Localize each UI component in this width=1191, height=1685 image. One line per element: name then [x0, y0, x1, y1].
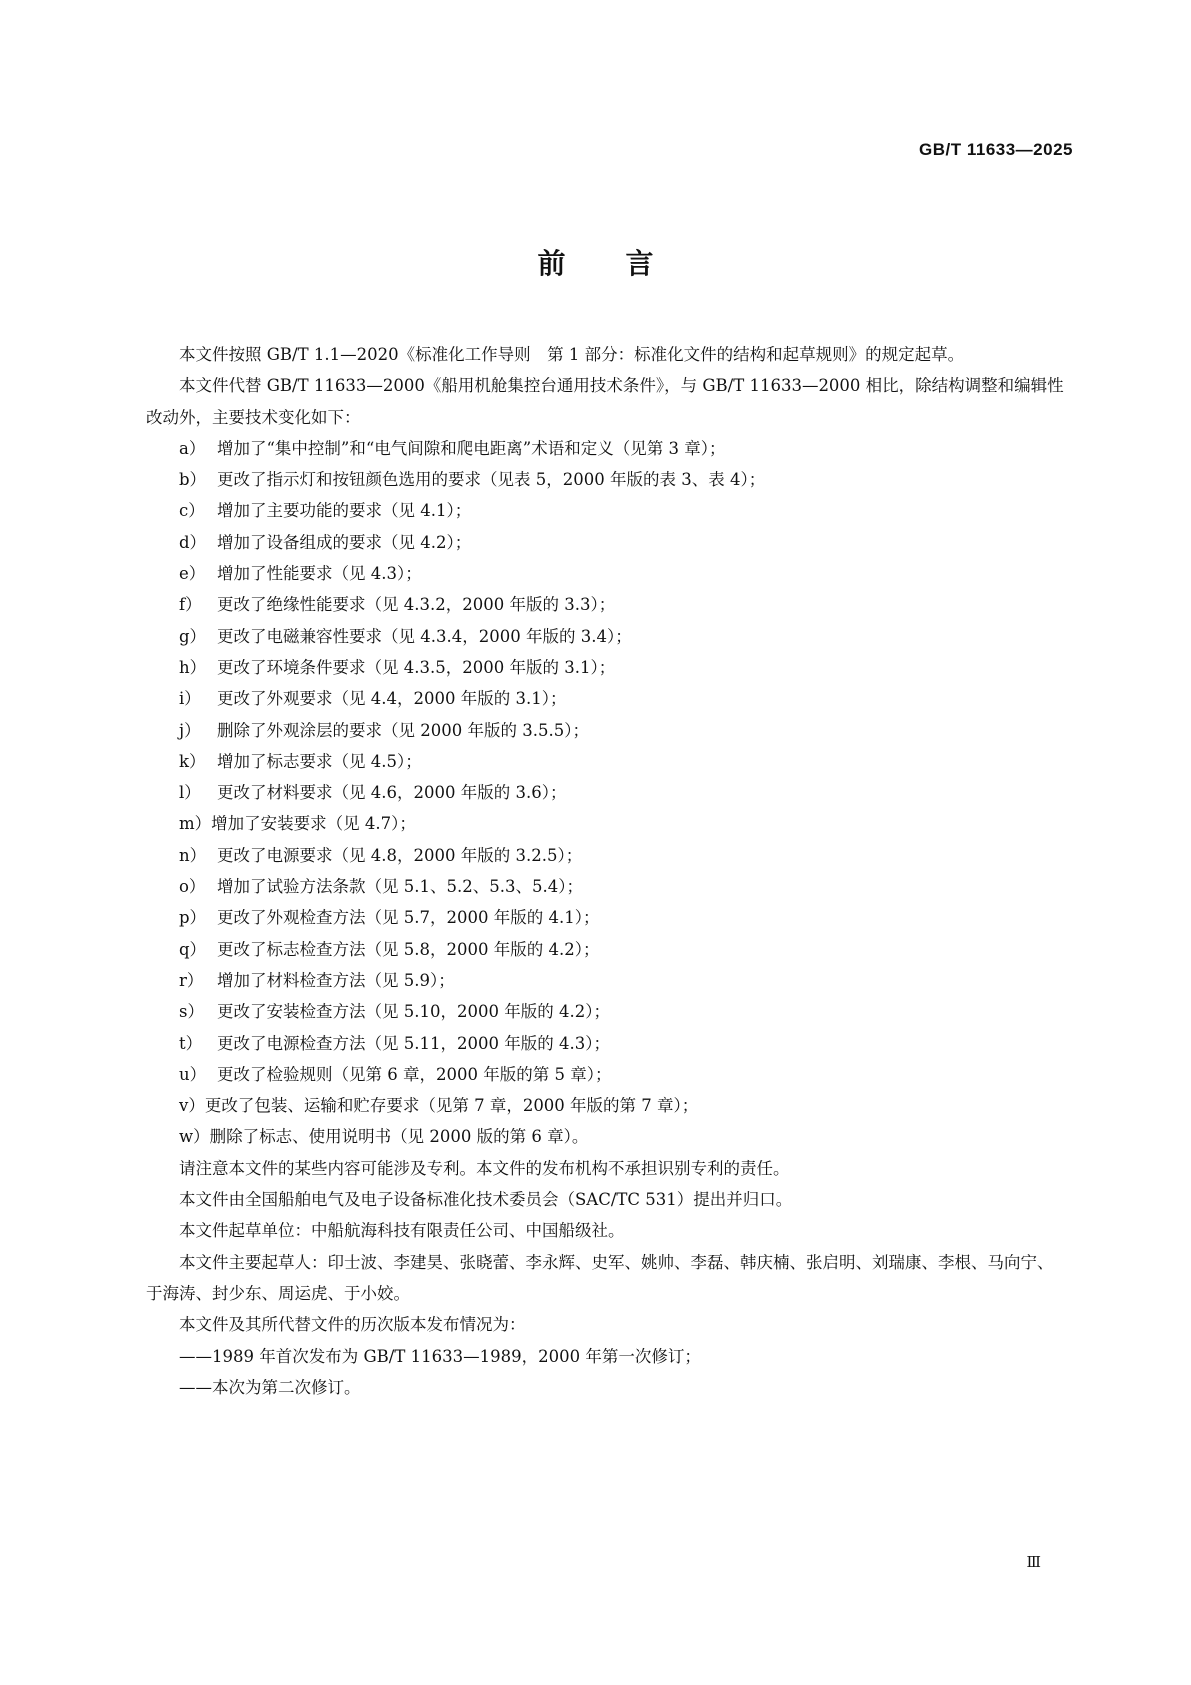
- list-item-text: 增加了设备组成的要求（见 4.2）；: [217, 532, 472, 552]
- list-marker: s）: [179, 1002, 204, 1022]
- paragraph-patent-notice: 请注意本文件的某些内容可能涉及专利。本文件的发布机构不承担识别专利的责任。: [179, 1158, 790, 1178]
- list-item: [146, 871, 1064, 902]
- list-item-text: 增加了性能要求（见 4.3）；: [217, 564, 422, 584]
- list-marker: b）: [179, 470, 207, 490]
- list-marker: i）: [179, 689, 201, 709]
- list-marker: w）: [179, 1127, 210, 1147]
- list-item-text: 更改了绝缘性能要求（见 4.3.2，2000 年版的 3.3）；: [217, 595, 616, 615]
- list-item: [146, 589, 1064, 620]
- list-marker: g）: [179, 626, 207, 646]
- list-marker: k）: [179, 751, 206, 771]
- list-marker: d）: [179, 532, 207, 552]
- list-item-text: 更改了外观要求（见 4.4，2000 年版的 3.1）；: [217, 689, 567, 709]
- list-item: [146, 621, 1064, 652]
- list-item-text: 增加了标志要求（见 4.5）；: [217, 751, 422, 771]
- list-marker: h）: [179, 657, 207, 677]
- list-marker: p）: [179, 908, 207, 928]
- preface-body: [146, 339, 1064, 1403]
- list-item: [146, 1028, 1064, 1059]
- list-item-text: 增加了材料检查方法（见 5.9）；: [217, 970, 455, 990]
- list-item-text: 删除了外观涂层的要求（见 2000 年版的 3.5.5）；: [217, 720, 589, 740]
- list-item-text: 增加了安装要求（见 4.7）；: [211, 814, 416, 834]
- list-item: [146, 433, 1064, 464]
- page-title: 前言: [537, 247, 714, 280]
- list-marker: a）: [179, 438, 206, 458]
- list-item: [146, 777, 1064, 808]
- list-marker: v）: [179, 1096, 205, 1116]
- list-marker: c）: [179, 501, 205, 521]
- list-item: [146, 746, 1064, 777]
- list-item-text: 更改了电源要求（见 4.8，2000 年版的 3.2.5）；: [217, 845, 583, 865]
- paragraph-drafting-units: 本文件起草单位：中船航海科技有限责任公司、中国船级社。: [179, 1221, 625, 1241]
- paragraph-drafters: 本文件主要起草人：印士波、李建昊、张晓蕾、李永辉、史军、姚帅、李磊、韩庆楠、张启明、刘瑞康、李根、马向宁、于海涛、封少东、周运虎、于小姣。: [146, 1252, 1054, 1303]
- paragraph-history-intro: 本文件及其所代替文件的历次版本发布情况为：: [179, 1315, 526, 1335]
- list-item: [146, 902, 1064, 933]
- list-item: [146, 464, 1064, 495]
- list-item: [146, 652, 1064, 683]
- list-item: [146, 808, 1064, 839]
- list-item: [146, 1059, 1064, 1090]
- list-item: [146, 715, 1064, 746]
- list-item-text: 更改了包装、运输和贮存要求（见第 7 章，2000 年版的第 7 章）；: [204, 1096, 699, 1116]
- list-item: [146, 996, 1064, 1027]
- history-item: ——1989 年首次发布为 GB/T 11633—1989，2000 年第一次修订；: [179, 1346, 701, 1366]
- list-marker: f）: [179, 595, 202, 615]
- list-item-text: 更改了材料要求（见 4.6，2000 年版的 3.6）；: [217, 783, 567, 803]
- list-marker: e）: [179, 564, 206, 584]
- list-marker: t）: [179, 1033, 203, 1053]
- list-item-text: 更改了电源检查方法（见 5.11，2000 年版的 4.3）；: [217, 1033, 610, 1053]
- list-marker: l）: [179, 783, 201, 803]
- list-marker: j）: [179, 720, 201, 740]
- page-number: Ⅲ: [1026, 1553, 1041, 1571]
- list-marker: q）: [179, 939, 207, 959]
- paragraph-drafting-rules: 本文件按照 GB/T 1.1—2020《标准化工作导则 第 1 部分：标准化文件的结构和起草规则》的规定起草。: [179, 345, 965, 364]
- paragraph-proposer: 本文件由全国船舶电气及电子设备标准化技术委员会（SAC/TC 531）提出并归口。: [179, 1190, 793, 1210]
- list-item: [146, 1121, 1064, 1152]
- list-item-text: 更改了指示灯和按钮颜色选用的要求（见表 5，2000 年版的表 3、表 4）；: [217, 470, 766, 490]
- list-marker: m）: [179, 814, 212, 834]
- list-item: [146, 558, 1064, 589]
- list-item-text: 更改了标志检查方法（见 5.8，2000 年版的 4.2）；: [217, 939, 600, 959]
- list-item: [146, 495, 1064, 526]
- list-item: [146, 1090, 1064, 1121]
- list-marker: u）: [179, 1064, 207, 1084]
- list-item-text: 更改了外观检查方法（见 5.7，2000 年版的 4.1）；: [217, 908, 600, 928]
- list-item: [146, 683, 1064, 714]
- list-item: [146, 934, 1064, 965]
- list-item-text: 增加了主要功能的要求（见 4.1）；: [217, 501, 472, 521]
- list-item: [146, 527, 1064, 558]
- list-item-text: 删除了标志、使用说明书（见 2000 版的第 6 章）。: [209, 1127, 589, 1147]
- list-item-text: 更改了检验规则（见第 6 章，2000 年版的第 5 章）；: [217, 1064, 612, 1084]
- list-item-text: 增加了试验方法条款（见 5.1、5.2、5.3、5.4）；: [217, 877, 583, 897]
- list-marker: o）: [179, 877, 206, 897]
- list-item-text: 更改了电磁兼容性要求（见 4.3.4，2000 年版的 3.4）；: [217, 626, 632, 646]
- paragraph-replacement: 本文件代替 GB/T 11633—2000《船用机舱集控台通用技术条件》，与 GB/T 11633—2000 相比，除结构调整和编辑性改动外，主要技术变化如下：: [146, 376, 1064, 427]
- list-item: [146, 965, 1064, 996]
- list-item: [146, 840, 1064, 871]
- technical-changes-list: [146, 433, 1064, 1153]
- history-item: ——本次为第二次修订。: [179, 1377, 361, 1397]
- list-item-text: 增加了“集中控制”和“电气间隙和爬电距离”术语和定义（见第 3 章）；: [217, 438, 726, 458]
- list-marker: r）: [179, 970, 204, 990]
- list-item-text: 更改了环境条件要求（见 4.3.5，2000 年版的 3.1）；: [217, 657, 616, 677]
- list-marker: n）: [179, 845, 207, 865]
- standard-number: GB/T 11633—2025: [919, 140, 1073, 159]
- list-item-text: 更改了安装检查方法（见 5.10，2000 年版的 4.2）；: [217, 1002, 610, 1022]
